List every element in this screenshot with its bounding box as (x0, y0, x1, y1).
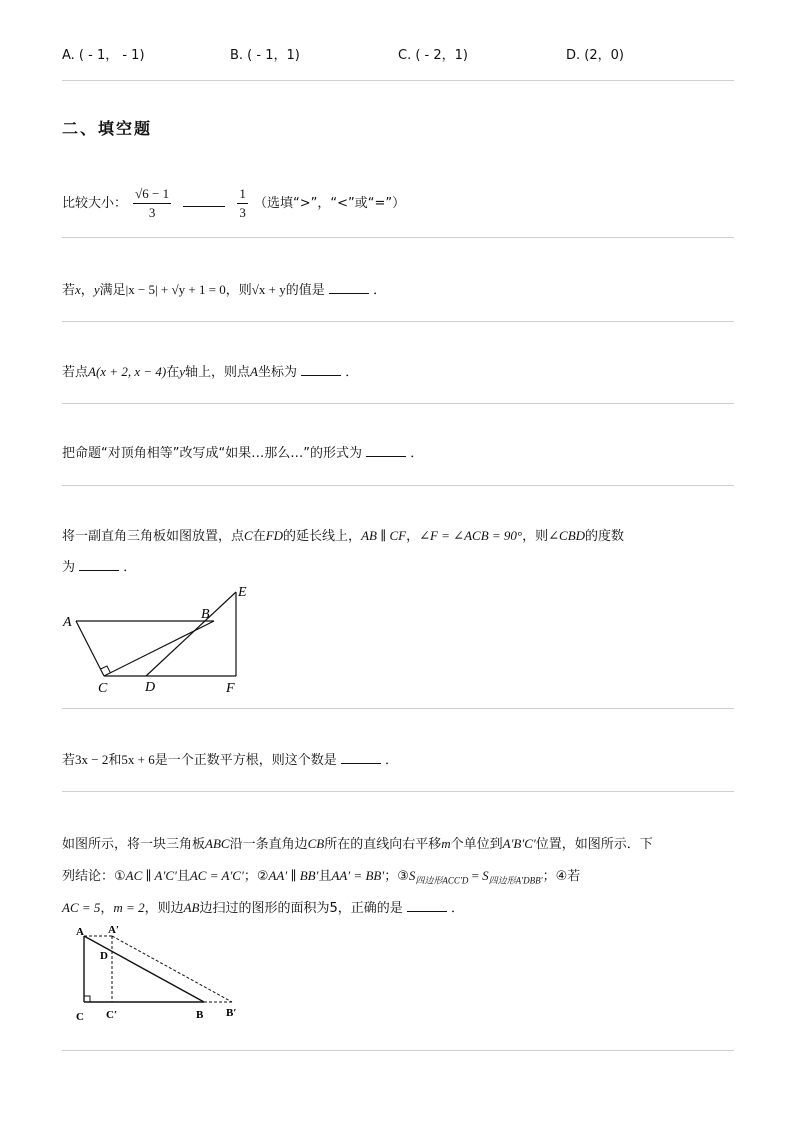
q7-expression: m = 2 (113, 900, 145, 915)
question-5-line-2 (62, 558, 136, 578)
segment-cb (104, 621, 214, 676)
question-1 (62, 186, 405, 221)
q1-frac1-den: 3 (148, 205, 156, 220)
q2-equation: |x − 5| + √y + 1 = 0 (125, 282, 226, 297)
q6-expression: 5x + 6 (121, 752, 155, 767)
q7-text: 且 (176, 869, 190, 884)
q5-answer-blank[interactable] (79, 558, 119, 571)
q2-text: 若 (62, 283, 76, 298)
q7-var: CB (307, 836, 325, 851)
q7-answer-blank[interactable] (407, 899, 447, 912)
option-b: B. ( - 1，1) (230, 48, 300, 63)
q5-var: C (244, 528, 253, 543)
q2-text: ， (80, 283, 94, 298)
q6-text: 是一个正数平方根，则这个数是 (154, 753, 337, 768)
q1-frac1-num: √6 − 1 (133, 186, 171, 204)
label-d: D (145, 680, 156, 695)
q3-point: A(x + 2, x − 4) (88, 364, 167, 379)
label-c: C (98, 681, 108, 696)
divider (62, 403, 734, 404)
q3-var-a: A (250, 364, 258, 379)
q5-text: 将一副直角三角板如图放置，点 (62, 529, 245, 544)
q7-var: AB (183, 900, 200, 915)
label-b: B (196, 1009, 204, 1021)
q5-text: 的度数 (585, 529, 625, 544)
q5-text: ， (406, 529, 420, 544)
q2-sqrt-expression: √x + y (251, 282, 286, 297)
q4-end: ． (410, 446, 424, 461)
q5-text: 在 (252, 529, 266, 544)
q1-answer-blank[interactable] (183, 194, 225, 207)
label-d: D (100, 950, 108, 962)
q7-expression: AC = A′C′ (189, 868, 244, 883)
q7-text: 列结论：① (62, 869, 126, 884)
q7-text: ， (100, 901, 114, 916)
divider (62, 708, 734, 709)
q1-frac2-den: 3 (239, 205, 246, 220)
q7-area-symbol: S (482, 868, 489, 883)
q1-suffix: （选填“>”，“<”或“=”） (254, 196, 406, 211)
q2-var-x: x (75, 282, 81, 297)
q2-end: ． (373, 283, 387, 298)
q5-text: 的延长线上， (283, 529, 362, 544)
q2-text: 的值是 (285, 283, 325, 298)
q7-text: 边扫过的图形的面积为5，正确的是 (199, 901, 403, 916)
segment-a-prime-b-prime (112, 936, 232, 1002)
q7-text: 如图所示，将一块三角板 (62, 837, 206, 852)
question-3 (62, 362, 358, 383)
q6-text: 和 (108, 753, 122, 768)
q7-var: ABC (205, 836, 230, 851)
q7-text: ；② (243, 869, 269, 884)
segment-de (146, 592, 236, 676)
q4-answer-blank[interactable] (366, 444, 406, 457)
segment-ac (76, 621, 104, 676)
divider (62, 237, 734, 238)
q6-text: 若 (62, 753, 76, 768)
label-f: F (226, 681, 235, 696)
q7-text: ，则边 (144, 901, 184, 916)
q7-expression: AC ∥ A′C′ (125, 868, 177, 883)
question-4 (62, 444, 423, 464)
divider (62, 1050, 734, 1051)
question-6 (62, 750, 398, 771)
q7-translation-figure (70, 922, 250, 1026)
question-7-line-3 (62, 898, 464, 919)
option-c: C. ( - 2，1) (398, 48, 468, 63)
q5-end: ． (123, 560, 137, 575)
q7-text: 沿一条直角边 (229, 837, 308, 852)
q7-text: 所在的直线向右平移 (324, 837, 442, 852)
q3-end: ． (345, 365, 359, 380)
q7-var: A′B′C′ (502, 836, 536, 851)
q7-var: m (441, 836, 451, 851)
q2-var-y: y (93, 282, 100, 297)
section-title: 二、填空题 (62, 119, 153, 138)
label-a: A (63, 615, 72, 630)
divider (62, 485, 734, 486)
q2-text: 满足 (99, 283, 126, 298)
q7-text: 个单位到 (450, 837, 503, 852)
q5-expression: ∠CBD (548, 528, 586, 543)
label-b: B (201, 607, 210, 622)
q1-fraction-left (133, 186, 171, 221)
q7-area-symbol: S (408, 868, 416, 883)
q6-end: ． (385, 753, 399, 768)
label-c-prime: C′ (106, 1009, 118, 1021)
divider (62, 321, 734, 322)
q1-fraction-right (237, 186, 248, 221)
divider (62, 791, 734, 792)
label-e: E (238, 585, 247, 600)
q7-area-subscript: 四边形A′DBB′ (488, 875, 543, 886)
label-c: C (76, 1011, 84, 1023)
segment-ab (84, 936, 204, 1002)
label-a-prime: A′ (108, 924, 120, 936)
option-a: A. ( - 1， - 1) (62, 48, 145, 63)
q5-expression: AB ∥ CF (361, 528, 407, 543)
q6-answer-blank[interactable] (341, 751, 381, 764)
q3-text: 轴上，则点 (185, 365, 251, 380)
question-7-line-2 (62, 866, 580, 891)
q5-expression: ∠F = ∠ACB = 90° (419, 528, 523, 543)
q7-text: 位置，如图所示．下 (535, 837, 653, 852)
q3-text: 坐标为 (257, 365, 297, 380)
q7-text: ；④若 (542, 869, 581, 884)
label-a: A (76, 926, 84, 938)
q3-var-y: y (179, 364, 185, 379)
q7-end: ． (451, 901, 465, 916)
q2-answer-blank[interactable] (329, 281, 369, 294)
q5-text: ，则 (522, 529, 549, 544)
q7-expression: AA′ = BB′ (331, 868, 385, 883)
q3-text: 若点 (62, 365, 89, 380)
question-2 (62, 280, 386, 301)
q3-text: 在 (166, 365, 180, 380)
q7-text: ；③ (384, 869, 409, 884)
q4-text: 把命题“对顶角相等”改写成“如果…那么…”的形式为 (62, 446, 362, 461)
question-7-line-1 (62, 834, 653, 855)
q5-triangle-figure (56, 580, 266, 698)
q7-area-subscript: 四边形ACC′D (415, 875, 469, 886)
q1-prefix: 比较大小： (62, 196, 128, 211)
label-b-prime: B′ (226, 1007, 237, 1019)
option-d: D. (2，0) (566, 48, 624, 63)
q5-text: 为 (62, 560, 76, 575)
divider (62, 80, 734, 81)
q6-expression: 3x − 2 (75, 752, 109, 767)
q2-text: ，则 (225, 283, 252, 298)
q7-text: 且 (318, 869, 332, 884)
q5-var: FD (265, 528, 284, 543)
q7-equals: = (468, 868, 483, 883)
right-angle-mark (84, 996, 90, 1002)
q1-frac2-num: 1 (237, 186, 248, 204)
q7-expression: AC = 5 (62, 900, 101, 915)
question-5-line-1 (62, 526, 624, 547)
q7-expression: AA′ ∥ BB′ (268, 868, 319, 883)
q3-answer-blank[interactable] (301, 363, 341, 376)
